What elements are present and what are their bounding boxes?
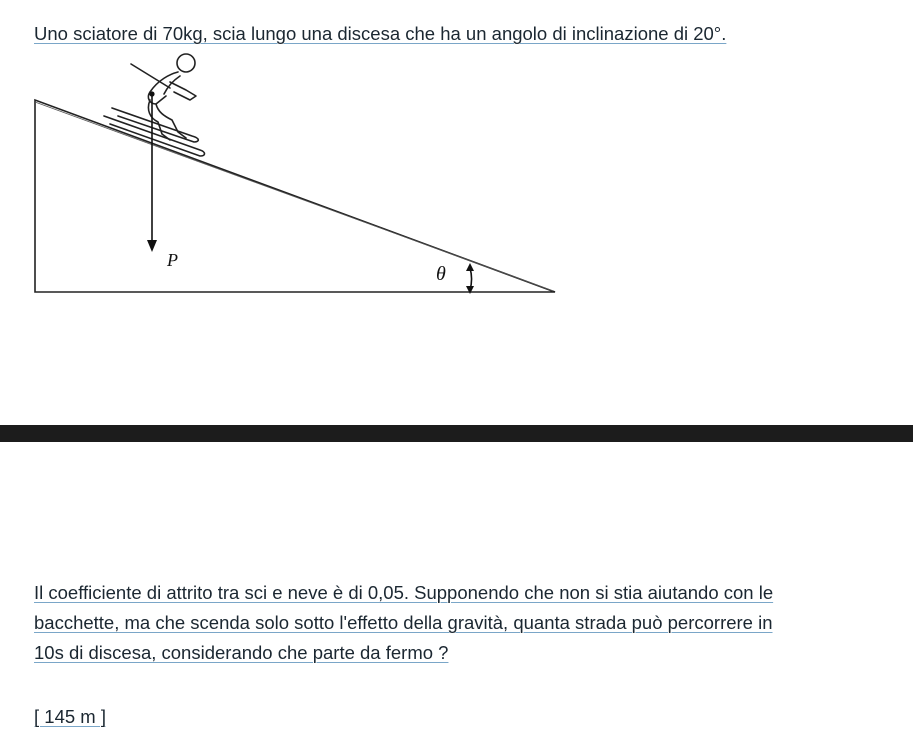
- skier-head: [177, 54, 195, 72]
- question-line-1: Il coefficiente di attrito tra sci e neve è di 0,05. Supponendo che non si stia aiutando con le: [34, 582, 774, 603]
- inclined-plane-figure: [0, 50, 600, 310]
- angle-arrow-up: [466, 263, 474, 271]
- question-line-3: 10s di discesa, considerando che parte da fermo ?: [34, 642, 449, 663]
- weight-label: P: [167, 250, 178, 270]
- angle-label: θ: [436, 263, 446, 285]
- skier-arm: [170, 82, 196, 100]
- problem-intro: Uno sciatore di 70kg, scia lungo una discesa che ha un angolo di inclinazione di 20°.: [34, 23, 727, 44]
- skier-figure: [104, 54, 205, 156]
- ski-pole: [131, 64, 170, 88]
- question-line-2: bacchette, ma che scenda solo sotto l'effetto della gravità, quanta strada può percorrere in: [34, 612, 773, 633]
- weight-arrowhead: [147, 240, 157, 252]
- slope-edge: [35, 102, 553, 291]
- answer-text: [ 145 m ]: [34, 706, 106, 727]
- divider-bar: [0, 425, 913, 442]
